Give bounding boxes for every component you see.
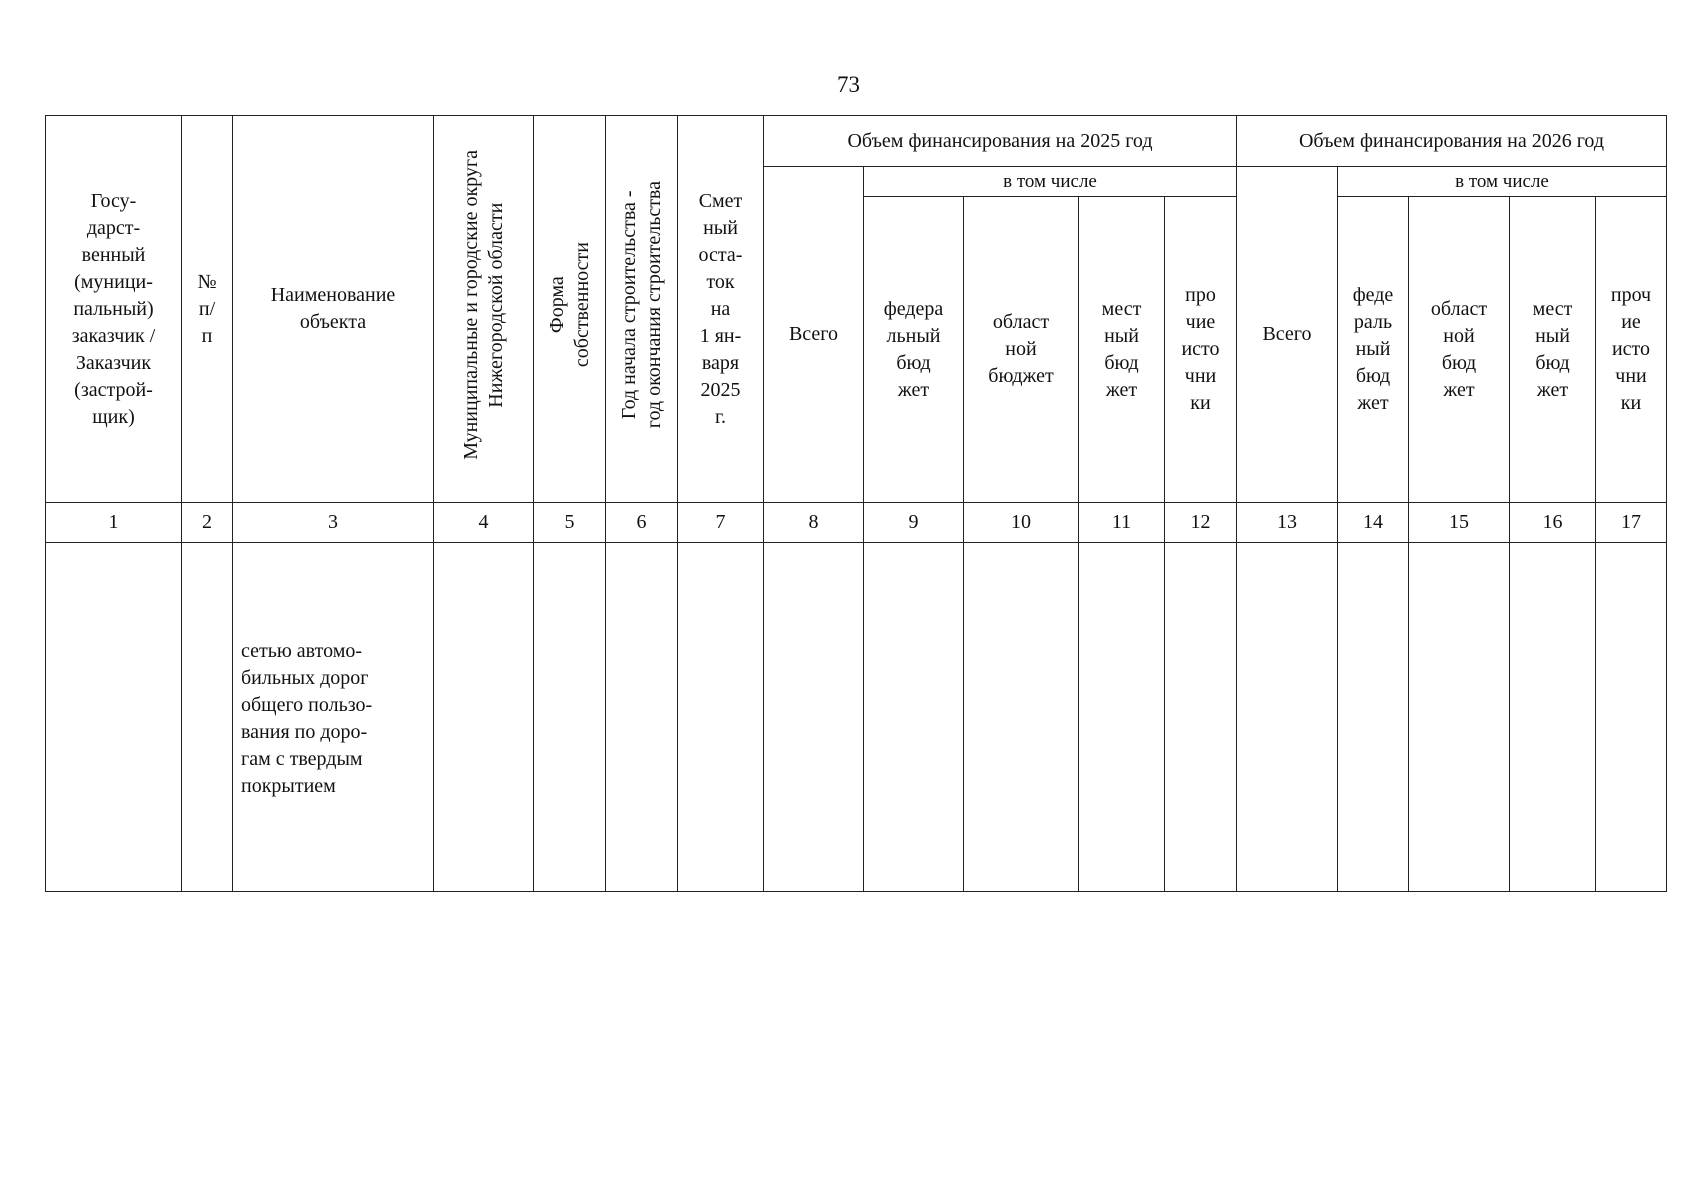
cell-other-2025 xyxy=(1165,543,1237,892)
header-financing-2025: Объем финансирования на 2025 год xyxy=(764,116,1237,167)
column-number: 7 xyxy=(678,503,764,543)
header-local-2025: мест ный бюд жет xyxy=(1079,197,1165,503)
cell-local-2025 xyxy=(1079,543,1165,892)
page-number: 73 xyxy=(837,72,860,97)
column-number: 15 xyxy=(1409,503,1510,543)
cell-ownership xyxy=(534,543,606,892)
header-number: № п/ п xyxy=(182,116,233,503)
header-other-2026: проч ие исто чни ки xyxy=(1596,197,1667,503)
header-estimated-balance: Смет ный оста- ток на 1 ян- варя 2025 г. xyxy=(678,116,764,503)
cell-federal-2025 xyxy=(864,543,964,892)
column-number: 3 xyxy=(233,503,434,543)
header-total-2025: Всего xyxy=(764,167,864,503)
column-number-row xyxy=(46,503,1667,543)
cell-object-name: сетью автомо- бильных дорог общего пользо- вания по доро- гам с твердым покрытием xyxy=(233,543,434,892)
column-number: 12 xyxy=(1165,503,1237,543)
cell-total-2026 xyxy=(1237,543,1338,892)
header-federal-2025: федера льный бюд жет xyxy=(864,197,964,503)
header-municipalities-text: Муниципальные и городские округа Нижегородской области xyxy=(459,150,507,460)
column-number: 13 xyxy=(1237,503,1338,543)
financing-table xyxy=(45,115,1667,892)
column-number: 4 xyxy=(434,503,534,543)
header-including-2025: в том числе xyxy=(864,167,1237,197)
cell-regional-2026 xyxy=(1409,543,1510,892)
header-row-1 xyxy=(46,116,1667,167)
header-regional-2025: област ной бюджет xyxy=(964,197,1079,503)
cell-federal-2026 xyxy=(1338,543,1409,892)
column-number: 14 xyxy=(1338,503,1409,543)
cell-other-2026 xyxy=(1596,543,1667,892)
header-construction-years-text: Год начала строительства - год окончания строительства xyxy=(617,181,665,429)
cell-total-2025 xyxy=(764,543,864,892)
header-customer: Госу- дарст- венный (муници- пальный) заказчик / Заказчик (застрой- щик) xyxy=(46,116,182,503)
header-ownership-text: Форма собственности xyxy=(545,242,593,368)
column-number: 1 xyxy=(46,503,182,543)
header-total-2026: Всего xyxy=(1237,167,1338,503)
header-municipalities xyxy=(434,116,534,503)
column-number: 10 xyxy=(964,503,1079,543)
header-federal-2026: феде раль ный бюд жет xyxy=(1338,197,1409,503)
cell-balance xyxy=(678,543,764,892)
cell-local-2026 xyxy=(1510,543,1596,892)
header-local-2026: мест ный бюд жет xyxy=(1510,197,1596,503)
cell-customer xyxy=(46,543,182,892)
header-object-name: Наименование объекта xyxy=(233,116,434,503)
column-number: 16 xyxy=(1510,503,1596,543)
cell-municipality xyxy=(434,543,534,892)
cell-years xyxy=(606,543,678,892)
header-financing-2026: Объем финансирования на 2026 год xyxy=(1237,116,1667,167)
column-number: 9 xyxy=(864,503,964,543)
header-including-2026: в том числе xyxy=(1338,167,1667,197)
header-ownership xyxy=(534,116,606,503)
table-row xyxy=(46,543,1667,892)
column-number: 5 xyxy=(534,503,606,543)
column-number: 2 xyxy=(182,503,233,543)
cell-number xyxy=(182,543,233,892)
header-other-2025: про чие исто чни ки xyxy=(1165,197,1237,503)
header-construction-years xyxy=(606,116,678,503)
column-number: 8 xyxy=(764,503,864,543)
header-regional-2026: област ной бюд жет xyxy=(1409,197,1510,503)
column-number: 11 xyxy=(1079,503,1165,543)
column-number: 6 xyxy=(606,503,678,543)
column-number: 17 xyxy=(1596,503,1667,543)
cell-regional-2025 xyxy=(964,543,1079,892)
